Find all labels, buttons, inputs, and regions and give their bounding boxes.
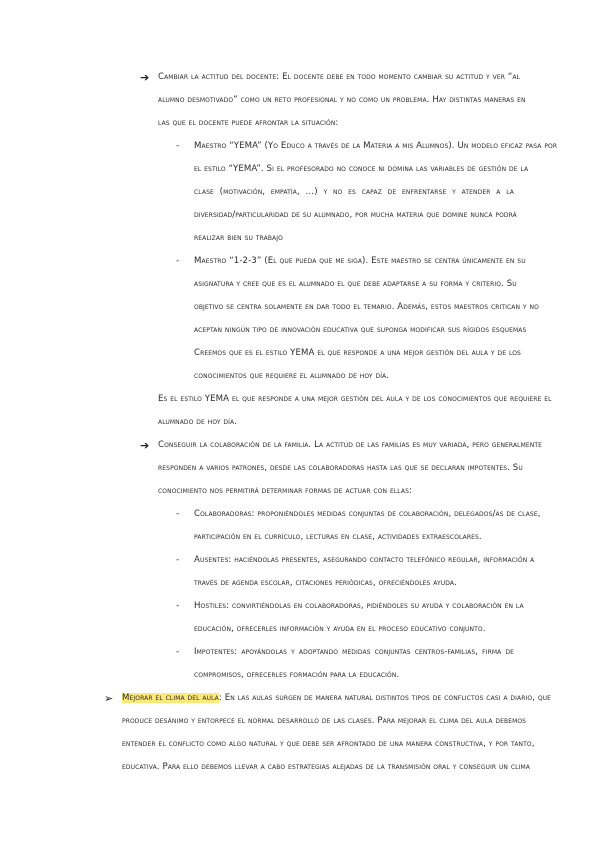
text-line: Creemos que es el estilo YEMA el que responde a una mejor gestión del aula y de los bbox=[194, 348, 521, 358]
text-line: diversidad/particularidad de su alumnado, por mucha materia que domine nunca podrá bbox=[194, 210, 517, 220]
text-line: Hostiles: convirtiéndolas en colaboradoras, pidiéndoles su ayuda y colaboración en la bbox=[194, 601, 524, 611]
text-line: Impotentes: apoyándolas y adoptando medidas conjuntas centros-familias, firma de bbox=[194, 647, 514, 657]
list-item-123 bbox=[194, 250, 539, 388]
dash-bullet: - bbox=[176, 647, 180, 657]
text-line: educación, ofrecerles información y ayuda en el proceso educativo conjunto. bbox=[194, 624, 486, 634]
paragraph-yema-conclusion bbox=[158, 388, 552, 434]
highlighted-heading: Mejorar el clima del aula bbox=[122, 693, 219, 703]
dash-bullet: - bbox=[176, 256, 180, 266]
text-line bbox=[122, 687, 552, 710]
text-line: Maestro “1-2-3” (El que pueda que me siga). Este maestro se centra únicamente en su bbox=[194, 256, 526, 266]
list-item-ausentes bbox=[194, 549, 535, 595]
text-line: través de agenda escolar, citaciones periódicas, ofreciéndoles ayuda. bbox=[194, 578, 457, 588]
text-line: Cambiar la actitud del docente: El docente debe en todo momento cambiar su actitud y ver “al bbox=[158, 72, 521, 82]
text-line: Colaboradoras: proponiéndoles medidas conjuntas de colaboración, delegados/as de clase, bbox=[194, 509, 541, 519]
text-line: participación en el currículo, lecturas en clase, actividades extraescolares. bbox=[194, 532, 482, 542]
list-item-yema bbox=[194, 135, 558, 250]
text-line: responden a varios patrones, desde las colaboradoras hasta las que se declaran impotentes. Su bbox=[158, 463, 523, 473]
paragraph-teacher-attitude bbox=[158, 66, 526, 135]
text-line: realizar bien su trabajo bbox=[194, 233, 283, 243]
dash-bullet: - bbox=[176, 141, 180, 151]
list-item-hostiles bbox=[194, 595, 524, 641]
text-line: clase (motivación, empatía, …) y no es capaz de enfrentarse y atender a la bbox=[194, 187, 514, 197]
text-line: objetivo se centra solamente en dar todo el temario. Además, estos maestros critican y no bbox=[194, 302, 539, 312]
text-line: asignatura y cree que es el alumnado el que debe adaptarse a su forma y criterio. Su bbox=[194, 279, 517, 289]
dash-bullet: - bbox=[176, 601, 180, 611]
text-line: Conseguir la colaboración de la familia. La actitud de las familias es muy variada, pero generalmente bbox=[158, 440, 543, 450]
paragraph-family-collaboration bbox=[158, 434, 543, 503]
dash-bullet: - bbox=[176, 509, 180, 519]
text-line: el estilo “YEMA”. Si el profesorado no conoce ni domina las variables de gestión de la bbox=[194, 164, 529, 174]
dash-bullet: - bbox=[176, 555, 180, 565]
chevron-bullet-icon: ➢ bbox=[104, 692, 114, 705]
arrow-bullet-icon: ➔ bbox=[140, 439, 150, 452]
text-line: alumno desmotivado” como un reto profesional y no como un problema. Hay distintas maneras en bbox=[158, 95, 526, 105]
text-line: las que el docente puede afrontar la situación: bbox=[158, 118, 339, 128]
list-item-colaboradoras bbox=[194, 503, 541, 549]
text-line: conocimientos que requiere el alumnado de hoy día. bbox=[194, 371, 390, 381]
paragraph-classroom-climate bbox=[122, 687, 552, 779]
text-line: conocimiento nos permitirá determinar formas de actuar con ellas: bbox=[158, 486, 412, 496]
text-line: educativa. Para ello debemos llevar a cabo estrategias alejadas de la transmisión oral y conseguir un clima bbox=[122, 762, 530, 772]
list-item-impotentes bbox=[194, 641, 514, 687]
text-line: aceptan ningún tipo de innovación educativa que suponga modificar sus rígidos esquemas bbox=[194, 325, 527, 335]
text-line: Es el estilo YEMA el que responde a una mejor gestión del aula y de los conocimientos que requiere el bbox=[158, 394, 552, 404]
text-run: : En las aulas surgen de manera natural distintos tipos de conflictos casi a diario, que bbox=[218, 693, 552, 703]
text-line: Ausentes: haciéndolas presentes, asegurando contacto telefónico regular, información a bbox=[194, 555, 535, 565]
text-line: produce desánimo y entorpece el normal desarrollo de las clases. Para mejorar el clima del aula debemos bbox=[122, 716, 527, 726]
text-line: Maestro “YEMA” (Yo Educo a través de la Materia a mis Alumnos). Un modelo eficaz pasa por bbox=[194, 141, 558, 151]
arrow-bullet-icon: ➔ bbox=[140, 71, 150, 84]
text-line: compromisos, ofrecerles formación para la educación. bbox=[194, 670, 400, 680]
text-line: alumnado de hoy día. bbox=[158, 417, 238, 427]
text-line: entender el conflicto como algo natural y que debe ser afrontado de una manera constructiva, y por tanto, bbox=[122, 739, 535, 749]
